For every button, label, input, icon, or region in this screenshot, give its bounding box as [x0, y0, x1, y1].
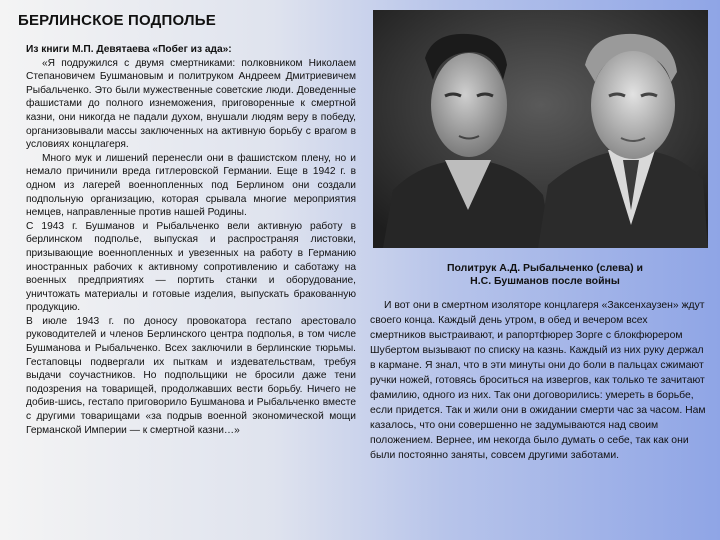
left-paragraph-4: В июле 1943 г. по доносу провокатора гестапо арестовало руководителей и членов Берлинского центра подполья, в том числе Бушманова и Рыбальченко. Всех заключили в берлинские тюрьмы. Гестаповцы подвергали их пыткам и издевательствам, требуя выдачи соучастников. Но подпольщики не бросили даже тени подозрения на товарищей, продолжавших вести борьбу. Ничего не добив-шись, гестапо приговорило Бушманова и Рыбальченко вместе с другими товарищами «за подрыв военной экономической мощи Германской Империи — к смертной казни…» [26, 315, 356, 436]
page-title: БЕРЛИНСКОЕ ПОДПОЛЬЕ [18, 12, 216, 29]
caption-line-2: Н.С. Бушманов после войны [470, 275, 620, 287]
right-man-face [591, 51, 675, 159]
right-paragraph-1: И вот они в смертном изоляторе концлагеря «Заксенхаузен» ждут своего конца. Каждый день утром, в обед и вечером всех смертников выстраивают, и рапортфюрер Зорге с блокфюрером Шубертом вызывают по списку на казнь. Каждый из них руку держал в кармане. Я знал, что в эти минуты они до боли в пальцах сжимают ручки ножей, готовясь броситься на извергов, как только те зачитают фамилию, одного из них. Так они договорились: умереть в борьбе, если придется. Так и жили они в ожидании смерти час за часом. Нам казалось, что они совершенно не задумываются над своим положением. Вернее, им некогда было думать о себе, так как они были постоянно заняты, совсем другими заботами. [370, 300, 706, 461]
caption-line-1: Политрук А.Д. Рыбальченко (слева) и [446, 262, 644, 274]
left-paragraph-2: Много мук и лишений перенесли они в фашистском плену, но и немало причинили вреда гитлеровской Германии. Еще в 1942 г. в одном из лагерей военнопленных под Берлином они создали подпольную организацию, которая срывала многие мероприятия немцев, направленные против нашей Родины. [26, 152, 356, 219]
left-text-column [26, 43, 356, 437]
left-paragraph-1: «Я подружился с двумя смертниками: полковником Николаем Степановичем Бушмановым и политруком Андреем Дмитриевичем Рыбальченко. Это были мужественные советские люди. Доведенные фашистами до полного изнеможения, приговоренные к смертной казни, они никогда не падали духом, внушали людям веру в победу, организовывали массы заключенных на активную борьбу с врагом в условиях концлагеря. [26, 57, 356, 151]
photo-caption [380, 262, 710, 288]
left-paragraph-3: С 1943 г. Бушманов и Рыбальченко вели активную работу в берлинском подполье, выпуская и распространяя листовки, призывающие военнопленных и увезенных на работу в Германию иностранных рабочих к активному сопротивлению и саботажу на военных предприятиях — портить станки и оборудование, уничтожать материалы и готовые изделия, выпускать бракованную продукцию. [26, 220, 356, 314]
left-man-face [431, 53, 507, 157]
right-text-column [370, 298, 706, 463]
photo-illustration [373, 10, 708, 248]
source-line: Из книги М.П. Девятаева «Побег из ада»: [26, 44, 232, 55]
portrait-photo [373, 10, 708, 248]
